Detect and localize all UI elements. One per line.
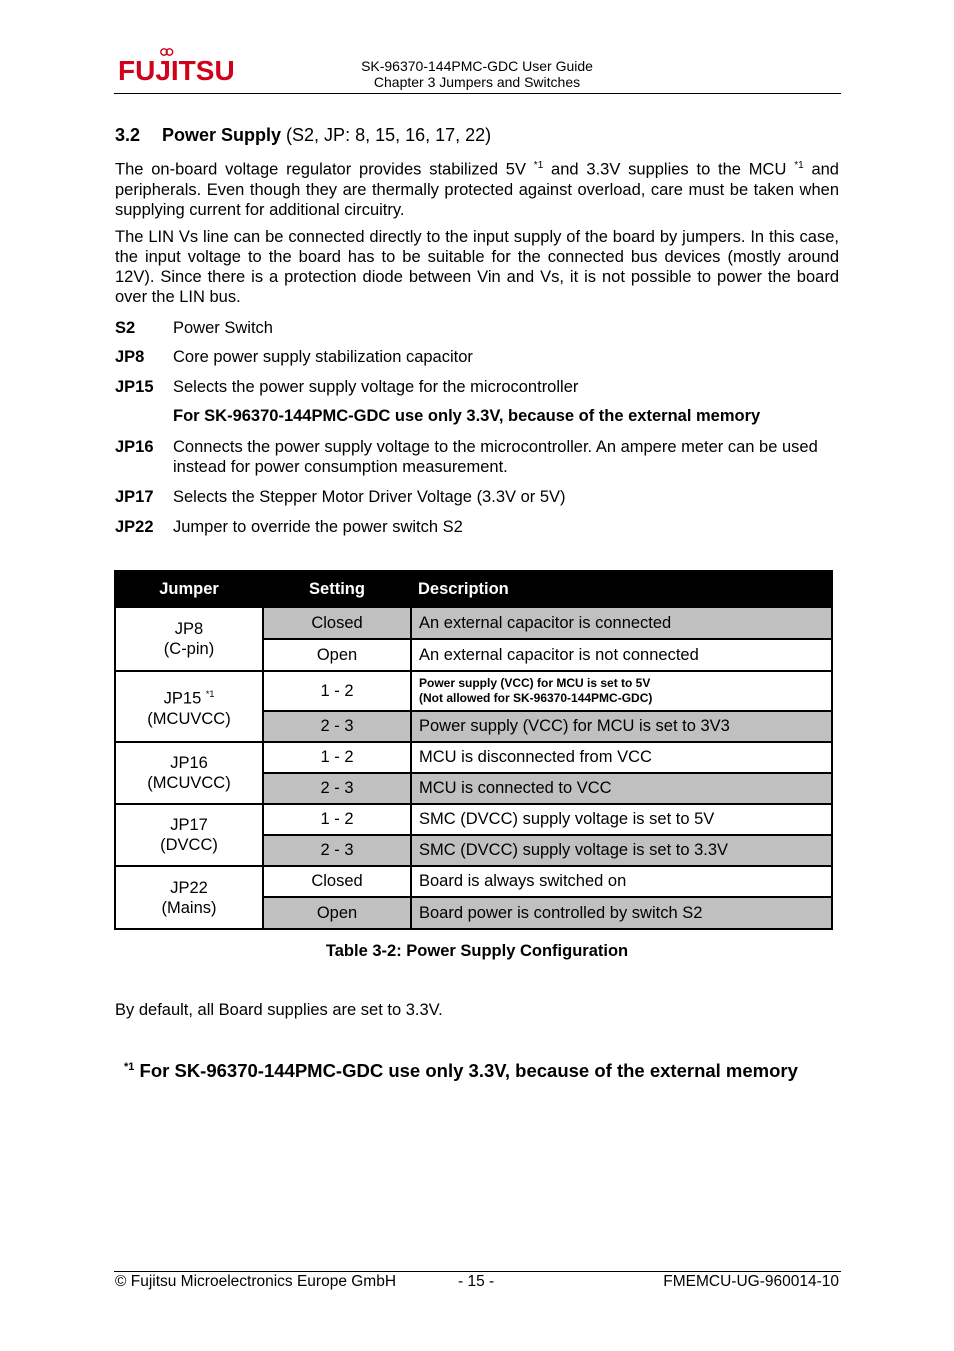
table-row <box>115 671 832 711</box>
default-note: By default, all Board supplies are set to 3.3V. <box>115 1001 443 1019</box>
paragraph-1: The on-board voltage regulator provides stabilized 5V $^{*1}$ and 3.3V supplies to the MCU $^{*1}$ and peripherals. Even though they are thermally protected against overload, care must be taken when supplying current for additional circuitry. <box>115 160 839 219</box>
footnote-ref: *1 <box>533 160 544 171</box>
description-cell: An external capacitor is connected <box>411 607 832 639</box>
jumper-cell: JP22 (Mains) <box>115 866 263 929</box>
footer-divider <box>114 1271 841 1272</box>
description-cell: MCU is connected to VCC <box>411 773 832 804</box>
table-row <box>115 607 832 639</box>
footnote-marker: *1 <box>124 1060 135 1073</box>
table-header-row <box>115 571 832 607</box>
footer-copyright: © Fujitsu Microelectronics Europe GmbH <box>115 1273 397 1290</box>
section-name: Power Supply <box>162 125 282 145</box>
description-cell: SMC (DVCC) supply voltage is set to 5V <box>411 804 832 835</box>
section-subtitle: (S2, JP: 8, 15, 16, 17, 22) <box>286 125 492 145</box>
table-row <box>115 742 832 773</box>
description-cell: MCU is disconnected from VCC <box>411 742 832 773</box>
setting-cell: 2 - 3 <box>263 835 411 866</box>
jumper-cell: JP15 $^{*1}$ (MCUVCC) <box>115 671 263 742</box>
chapter-title: Chapter 3 Jumpers and Switches <box>373 74 581 90</box>
list-item: JP16 Connects the power supply voltage to the microcontroller. An ampere meter can be used instead for power consumption measurement. <box>115 438 818 476</box>
list-item: JP17 Selects the Stepper Motor Driver Voltage (3.3V or 5V) <box>115 488 566 506</box>
section-number: 3.2 <box>115 125 141 145</box>
document-id: FMEMCU-UG-960014-10 <box>663 1273 839 1290</box>
page-number: - 15 - <box>458 1273 495 1290</box>
header-divider <box>114 93 841 94</box>
fujitsu-logo <box>118 46 235 97</box>
description-cell: An external capacitor is not connected <box>411 639 832 671</box>
doc-title: SK-96370-144PMC-GDC User Guide <box>361 58 593 74</box>
header-text <box>300 58 654 90</box>
jp15-note: For SK-96370-144PMC-GDC use only 3.3V, because of the external memory <box>173 407 761 425</box>
footnote-ref: *1 <box>794 160 804 171</box>
logo-text: FUJITSU <box>118 55 235 86</box>
table-row <box>115 804 832 835</box>
description-cell: Power supply (VCC) for MCU is set to 3V3 <box>411 711 832 742</box>
setting-cell: 2 - 3 <box>263 711 411 742</box>
setting-cell: 1 - 2 <box>263 742 411 773</box>
jumper-cell: JP16 (MCUVCC) <box>115 742 263 804</box>
jumper-cell: JP8 (C-pin) <box>115 607 263 671</box>
setting-cell: 2 - 3 <box>263 773 411 804</box>
description-cell: Board is always switched on <box>411 866 832 897</box>
description-cell: SMC (DVCC) supply voltage is set to 3.3V <box>411 835 832 866</box>
jumper-cell: JP17 (DVCC) <box>115 804 263 866</box>
setting-cell: 1 - 2 <box>263 804 411 835</box>
list-item: JP8 Core power supply stabilization capacitor <box>115 348 473 366</box>
table-caption: Table 3-2: Power Supply Configuration <box>325 942 629 960</box>
table-row <box>115 866 832 897</box>
column-header: Description <box>411 571 832 607</box>
list-item: JP22 Jumper to override the power switch S2 <box>115 518 463 536</box>
setting-cell: Open <box>263 897 411 929</box>
list-item: JP15 Selects the power supply voltage for the microcontroller <box>115 378 579 396</box>
power-supply-table <box>114 570 833 930</box>
setting-cell: Open <box>263 639 411 671</box>
column-header: Setting <box>263 571 411 607</box>
description-cell: Power supply (VCC) for MCU is set to 5V (Not allowed for SK-96370-144PMC-GDC) <box>411 671 832 711</box>
paragraph-2: The LIN Vs line can be connected directly to the input supply of the board by jumpers. In this case, the input voltage to the board has to be suitable for the connected bus devices (mostly around 12V). Since there is a protection diode between Vin and Vs, it is not possible to power the board over the LIN bus. <box>115 228 839 306</box>
section-title <box>115 125 491 146</box>
setting-cell: Closed <box>263 866 411 897</box>
column-header: Jumper <box>115 571 263 607</box>
setting-cell: 1 - 2 <box>263 671 411 711</box>
description-cell: Board power is controlled by switch S2 <box>411 897 832 929</box>
setting-cell: Closed <box>263 607 411 639</box>
list-item: S2 Power Switch <box>115 319 273 337</box>
footnote: $^{*1}$ For SK-96370-144PMC-GDC use only 3.3V, because of the external memory <box>124 1060 798 1081</box>
